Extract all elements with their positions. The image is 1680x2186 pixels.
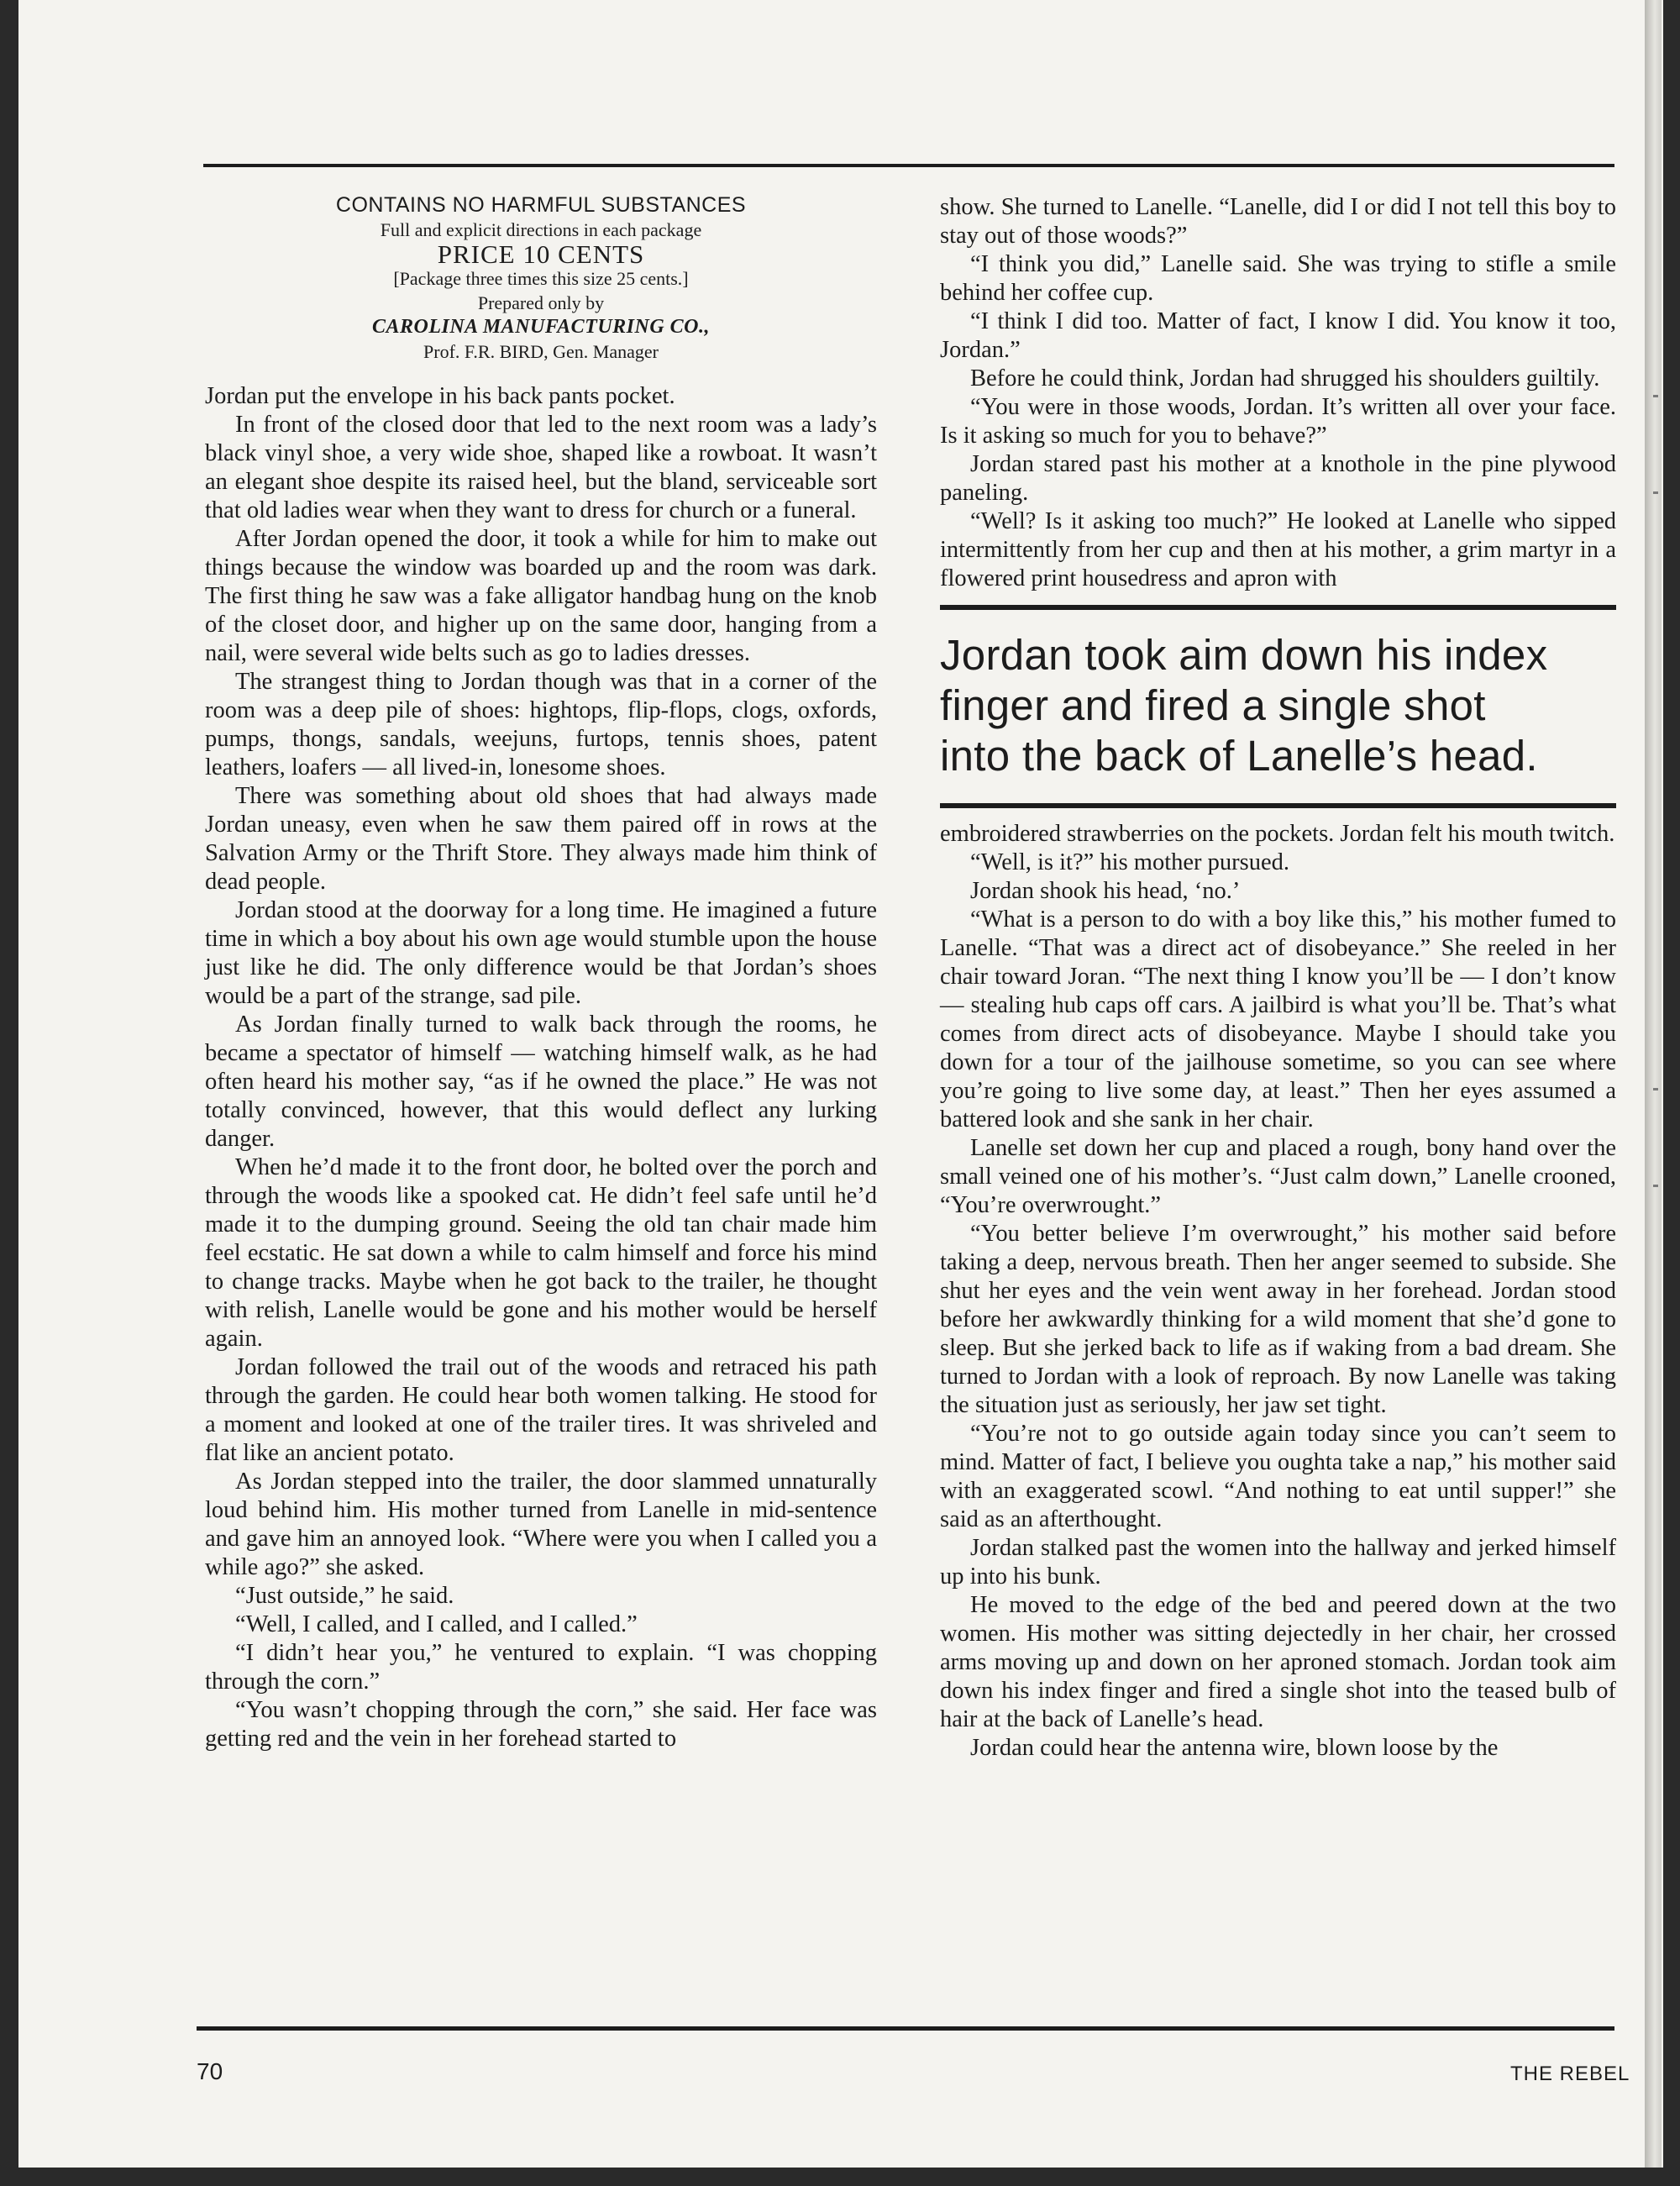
- paragraph: In front of the closed door that led to the next room was a lady’s black vinyl shoe, a very wide shoe, shaped like a rowboat. It wasn’t an elegant shoe despite its raised heel, but the bland, serviceable sort that old ladies wear when they want to dress for church or a funeral.: [205, 412, 877, 523]
- paragraph: “Well? Is it asking too much?” He looked at Lanelle who sipped intermittently from her cup and then at his mother, a grim martyr in a flowered print housedress and apron with: [940, 508, 1616, 591]
- paragraph: As Jordan stepped into the trailer, the door slammed unnaturally loud behind him. His mother turned from Lanelle in mid-sentence and gave him an annoyed look. “Where were you when I called you a while ago?” she asked.: [205, 1469, 877, 1580]
- paragraph: After Jordan opened the door, it took a while for him to make out things because the window was boarded up and the room was dark. The first thing he saw was a fake alligator handbag hung on the knob of the closet door, and higher up on the same door, hanging from a nail, were several wide belts such as go to ladies dresses.: [205, 526, 877, 666]
- ad-headline: CONTAINS NO HARMFUL SUBSTANCES: [335, 193, 747, 217]
- paragraph: Jordan followed the trail out of the woods and retraced his path through the garden. He could hear both women talking. He stood for a moment and looked at one of the trailer tires. It was shriveled and flat like an ancient potato.: [205, 1354, 877, 1466]
- paragraph: The strangest thing to Jordan though was that in a corner of the room was a deep pile of shoes: hightops, flip-flops, clogs, oxfords, pumps, thongs, sandals, weejuns, furtops, tennis shoes, patent leathers, loafers — all lived-in, lonesome shoes.: [205, 669, 877, 780]
- paragraph: embroidered strawberries on the pockets. Jordan felt his mouth twitch.: [940, 821, 1615, 847]
- paragraph: Jordan stalked past the women into the hallway and jerked himself up into his bunk.: [940, 1535, 1616, 1590]
- paragraph: “Well, I called, and I called, and I called.”: [235, 1611, 638, 1637]
- paragraph: Jordan put the envelope in his back pants pocket.: [205, 383, 675, 409]
- pull-quote-line: into the back of Lanelle’s head.: [940, 732, 1538, 780]
- pull-quote: [940, 605, 1616, 808]
- edge-mark: [1653, 1088, 1658, 1090]
- paragraph: Lanelle set down her cup and placed a rough, bony hand over the small veined one of his mother’s. “Just calm down,” Lanelle crooned, “You’re overwrought.”: [940, 1135, 1616, 1218]
- paragraph: “You better believe I’m overwrought,” his mother said before taking a deep, nervous breath. Then her anger seemed to subside. She shut her eyes and the vein went away in her forehead. Jordan stood before her awkwardly thinking for a wild moment that she’d gone to sleep. But she jerked back to life as if waking from a bad dream. She turned to Jordan with a look of reproach. By now Lanelle was taking the situation just as seriously, her jaw set tight.: [940, 1221, 1616, 1418]
- paragraph: “I didn’t hear you,” he ventured to explain. “I was chopping through the corn.”: [205, 1640, 877, 1695]
- period-advertisement: [205, 193, 877, 364]
- ad-prepared-by: Prepared only by: [477, 292, 605, 313]
- paragraph: There was something about old shoes that had always made Jordan uneasy, even when he saw them paired off in rows at the Salvation Army or the Thrift Store. They always made him think of dead people.: [205, 783, 877, 895]
- paragraph: “Just outside,” he said.: [235, 1583, 454, 1609]
- left-column: [205, 193, 877, 1753]
- paragraph: Jordan shook his head, ‘no.’: [970, 878, 1241, 904]
- edge-mark: [1653, 395, 1658, 397]
- paragraph: “What is a person to do with a boy like this,” his mother fumed to Lanelle. “That was a direct act of disobeyance.” She reeled in her chair toward Joran. “The next thing I know you’ll be — I don’t know — stealing hub caps off cars. A jailbird is what you’ll be. That’s what comes from direct acts of disobeyance. Maybe I should take you down for a tour of the jailhouse sometime, so you can see where you’re going to live some day, at least.” Then her eyes assumed a battered look and she sank in her chair.: [940, 906, 1616, 1132]
- edge-mark: [1653, 1185, 1658, 1187]
- pull-quote-line: finger and fired a single shot: [940, 681, 1486, 729]
- paragraph: Jordan stood at the doorway for a long time. He imagined a future time in which a boy about his own age would stumble upon the house just like he did. The only difference would be that Jordan’s shoes would be a part of the strange, sad pile.: [205, 897, 877, 1009]
- paragraph: “I think you did,” Lanelle said. She was trying to stifle a smile behind her coffee cup.: [940, 251, 1616, 306]
- pull-quote-line: Jordan took aim down his index: [940, 631, 1548, 679]
- right-column: [940, 193, 1616, 1763]
- paragraph: “Well, is it?” his mother pursued.: [970, 849, 1289, 875]
- paragraph: “I think I did too. Matter of fact, I know I did. You know it too, Jordan.”: [940, 308, 1616, 363]
- bottom-rule: [197, 2026, 1614, 2031]
- edge-mark: [1653, 491, 1658, 494]
- paragraph: When he’d made it to the front door, he bolted over the porch and through the woods like a spooked cat. He didn’t feel safe until he’d made it to the dumping ground. Seeing the old tan chair made him feel ecstatic. He sat down a while to calm himself and force his mind to change tracks. Maybe when he got back to the trailer, he thought with relish, Lanelle would be gone and his mother would be herself again.: [205, 1154, 877, 1352]
- paragraph: “You’re not to go outside again today since you can’t seem to mind. Matter of fact, I believe you oughta take a nap,” his mother said with an exaggerated scowl. “And nothing to eat until supper!” she said as an afterthought.: [940, 1421, 1616, 1532]
- top-rule: [203, 164, 1614, 167]
- page-edge: [1645, 0, 1662, 2168]
- ad-package-note: [Package three times this size 25 cents.]: [393, 268, 689, 289]
- paragraph: Jordan could hear the antenna wire, blown loose by the: [970, 1735, 1499, 1761]
- ad-directions: Full and explicit directions in each package: [380, 219, 702, 240]
- magazine-name: THE REBEL: [1510, 2063, 1630, 2085]
- paragraph: Before he could think, Jordan had shrugged his shoulders guiltily.: [970, 365, 1600, 391]
- magazine-page: [18, 0, 1663, 2168]
- page-number: 70: [197, 2058, 223, 2084]
- paragraph: Jordan stared past his mother at a knothole in the pine plywood paneling.: [940, 451, 1616, 506]
- ad-company: CAROLINA MANUFACTURING CO.,: [371, 316, 711, 338]
- paragraph: “You were in those woods, Jordan. It’s written all over your face. Is it asking so much for you to behave?”: [940, 394, 1616, 449]
- paragraph: “You wasn’t chopping through the corn,” she said. Her face was getting red and the vein in her forehead started to: [205, 1697, 877, 1752]
- paragraph: show. She turned to Lanelle. “Lanelle, did I or did I not tell this boy to stay out of those woods?”: [940, 194, 1616, 249]
- ad-price: PRICE 10 CENTS: [437, 239, 645, 269]
- ad-manager: Prof. F.R. BIRD, Gen. Manager: [423, 341, 659, 362]
- paragraph: As Jordan finally turned to walk back through the rooms, he became a spectator of himself — watching himself walk, as he had often heard his mother say, “as if he owned the place.” He was not totally convinced, however, that this would deflect any lurking danger.: [205, 1012, 877, 1152]
- paragraph: He moved to the edge of the bed and peered down at the two women. His mother was sitting dejectedly in her chair, her crossed arms moving up and down on her aproned stomach. Jordan took aim down his index finger and fired a single shot into the teased bulb of hair at the back of Lanelle’s head.: [940, 1592, 1616, 1732]
